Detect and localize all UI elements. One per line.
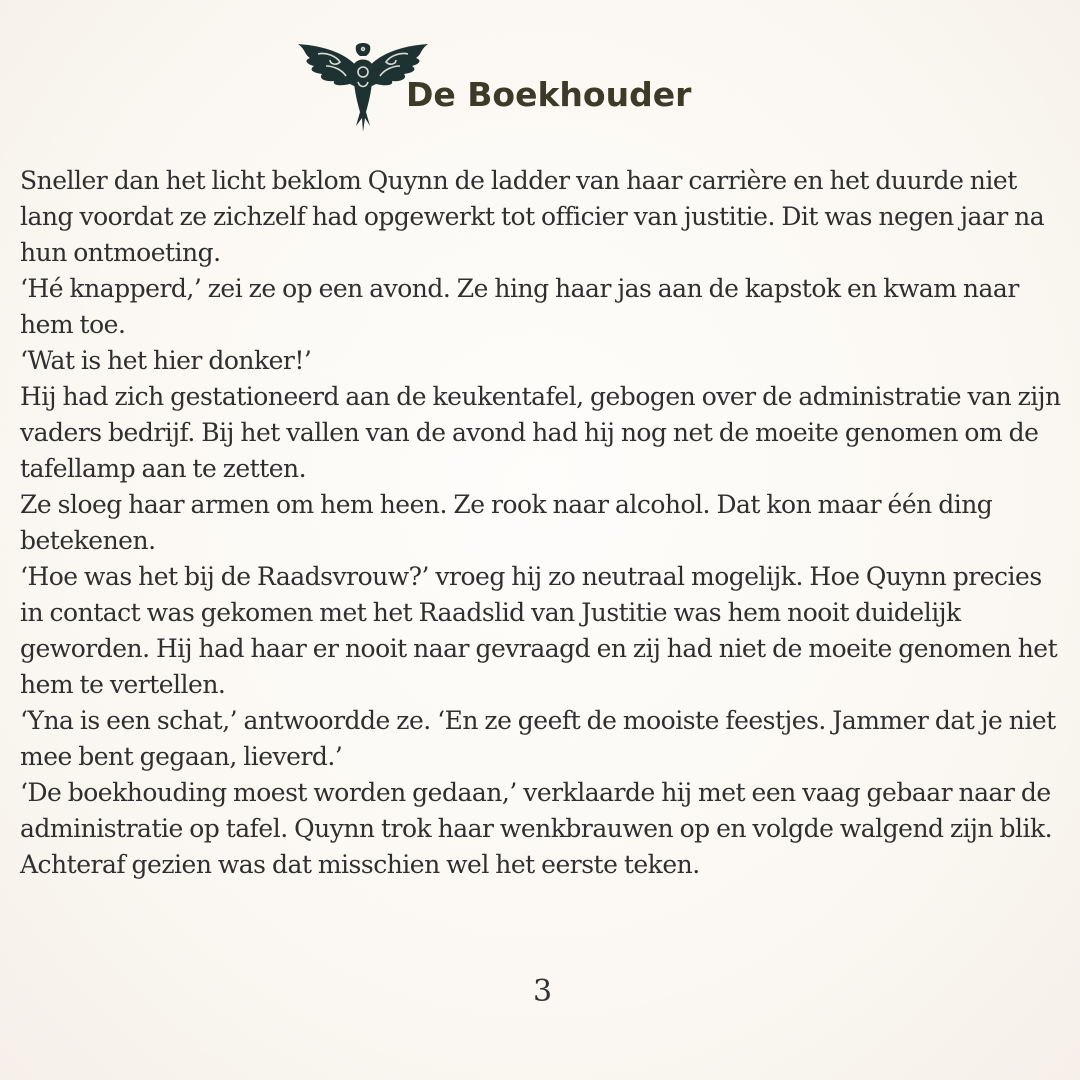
paragraph: Hij had zich gestationeerd aan de keukentafel, gebogen over de administratie van zijn vaders bedrijf. Bij het vallen van de avond had hij nog net de moeite genomen om de tafellamp aan te zetten. [20,382,1061,483]
story-text [20,163,1070,883]
paragraph: ‘Yna is een schat,’ antwoordde ze. ‘En ze geeft de mooiste feestjes. Jammer dat je niet mee bent gegaan, lieverd.’ [20,706,1056,771]
paragraph: Achteraf gezien was dat misschien wel het eerste teken. [20,850,700,879]
paragraph: ‘Hé knapperd,’ zei ze op een avond. Ze hing haar jas aan de kapstok en kwam naar hem toe. [20,274,1019,339]
paragraph: Ze sloeg haar armen om hem heen. Ze rook naar alcohol. Dat kon maar één ding betekenen. [20,490,993,555]
paragraph: ‘De boekhouding moest worden gedaan,’ verklaarde hij met een vaag gebaar naar de administratie op tafel. Quynn trok haar wenkbrauwen op en volgde walgend zijn blik. [20,778,1053,843]
paragraph: ‘Wat is het hier donker!’ [20,346,312,375]
page-number: 3 [532,974,553,1009]
book-title: De Boekhouder [406,75,692,114]
paragraph: ‘Hoe was het bij de Raadsvrouw?’ vroeg hij zo neutraal mogelijk. Hoe Quynn precies in contact was gekomen met het Raadslid van Justitie was hem nooit duidelijk geworden. Hij had haar er nooit naar gevraagd en zij had niet de moeite genomen het hem te vertellen. [20,562,1058,699]
book-header [296,40,716,136]
paragraph: Sneller dan het licht beklom Quynn de ladder van haar carrière en het duurde niet lang voordat ze zichzelf had opgewerkt tot officier van justitie. Dit was negen jaar na hun ontmoeting. [20,166,1045,267]
